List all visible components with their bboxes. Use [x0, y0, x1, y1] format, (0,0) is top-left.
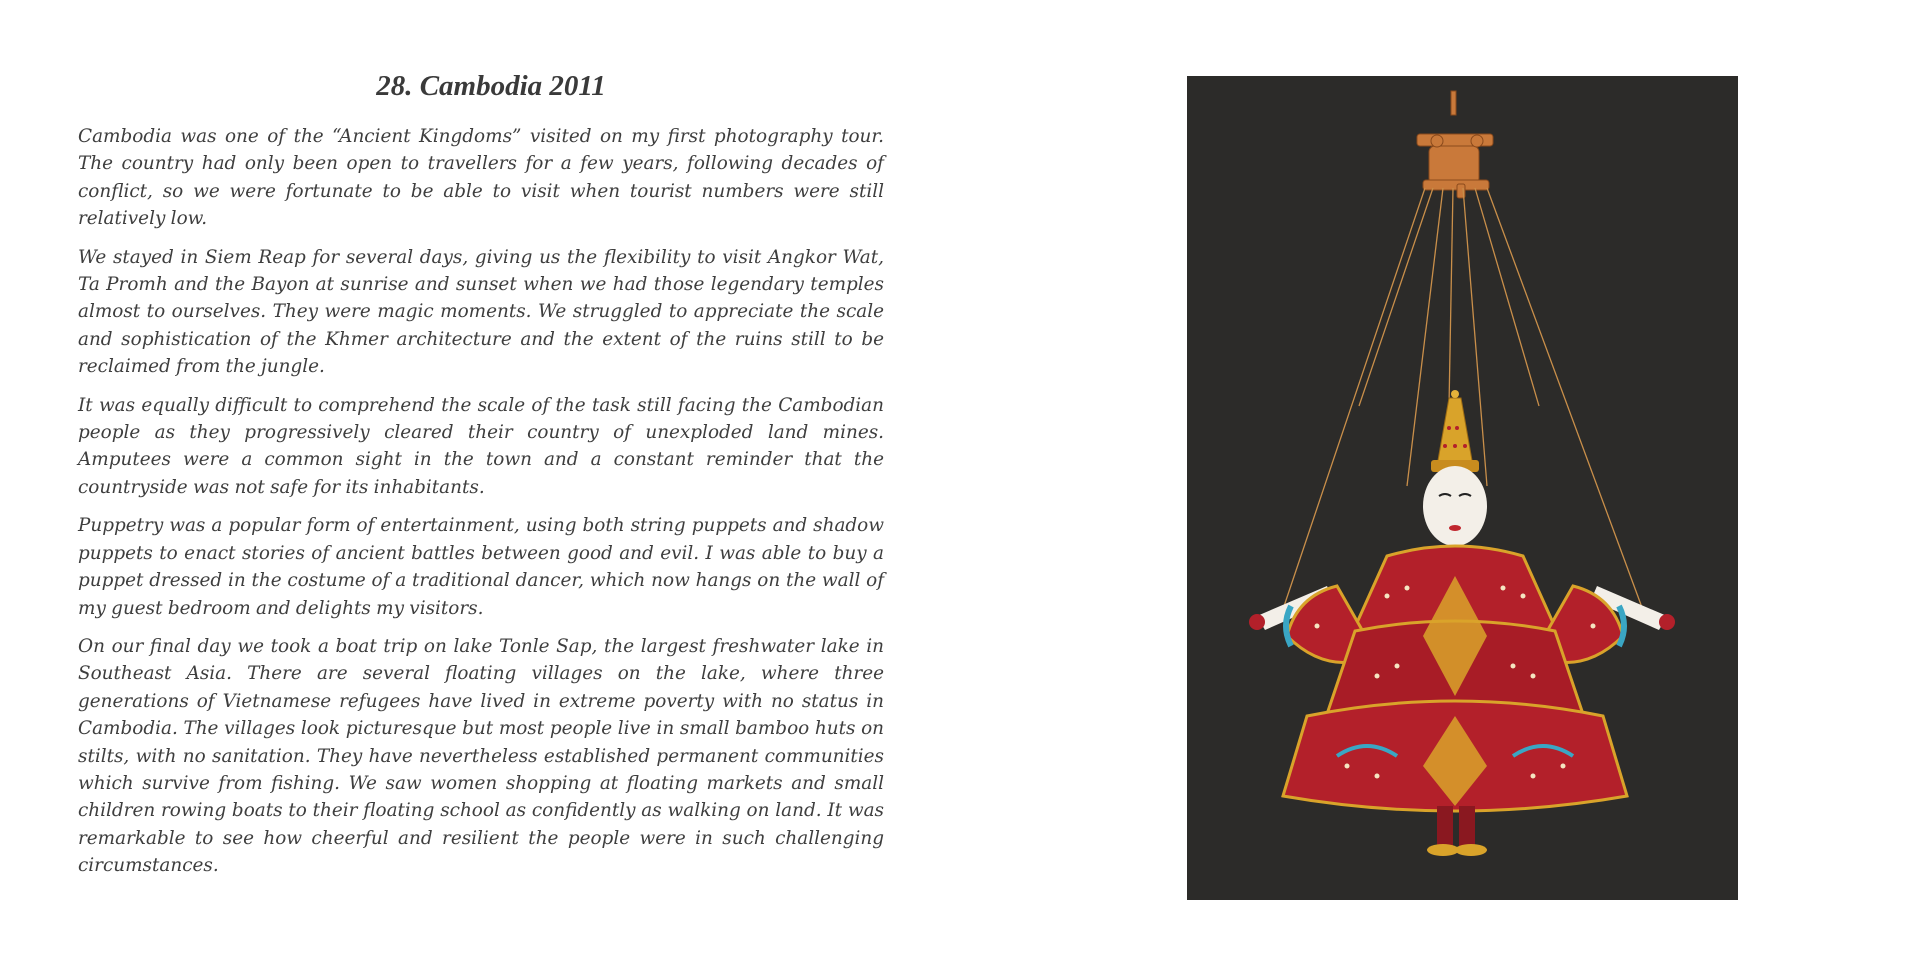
puppet-illustration [1187, 76, 1738, 900]
page-title: 28. Cambodia 2011 [376, 70, 606, 102]
text-column [78, 70, 884, 891]
paragraph-puppetry: Puppetry was a popular form of entertainment, using both string puppets and shadow puppets to enact stories of ancient battles between good and evil. I was able to buy a puppet dressed in the costume of a traditional dancer, which now hangs on the wall of my guest bedroom and delights my visitors. [78, 515, 884, 619]
puppet-face [1423, 466, 1487, 546]
paragraph-land-mines: It was equally difficult to comprehend the scale of the task still facing the Cambodian people as they progressively cleared their country of unexploded land mines. Amputees were a common sight in the town and a constant reminder that the countryside was not safe for its inhabitants. [78, 394, 884, 498]
paragraph-tonle-sap: On our final day we took a boat trip on lake Tonle Sap, the largest freshwater lake in Southeast Asia. There are several floating villages on the lake, where three generations of Vietnamese refugees have lived in extreme poverty with no status in Cambodia. The villages look picturesque but most people live in small bamboo huts on stilts, with no sanitation. They have nevertheless established permanent communities which survive from fishing. We saw women shopping at floating markets and small children rowing boats to their floating school as confidently as walking on land. It was remarkable to see how cheerful and resilient the people were in such challenging circumstances. [78, 635, 884, 877]
paragraph-intro: Cambodia was one of the “Ancient Kingdoms” visited on my first photography tour. The country had only been open to travellers for a few years, following decades of conflict, so we were fortunate to be able to visit when tourist numbers were still relatively low. [78, 126, 884, 230]
puppet-photo [1187, 76, 1738, 900]
paragraph-siem-reap: We stayed in Siem Reap for several days, giving us the flexibility to visit Angkor Wat, Ta Promh and the Bayon at sunrise and sunset when we had those legendary temples almost to ourselves. They were magic moments. We struggled to appreciate the scale and sophistication of the Khmer architecture and the extent of the ruins still to be reclaimed from the jungle. [78, 246, 884, 378]
